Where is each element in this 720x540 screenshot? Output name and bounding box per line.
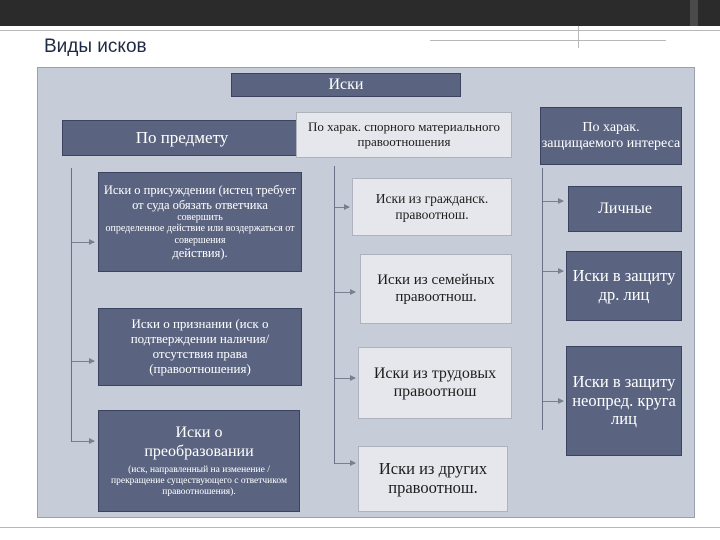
column1-item-2 — [98, 308, 302, 386]
top-bar — [0, 0, 720, 26]
column3-item-3 — [566, 346, 682, 456]
column1-item-3-sub: (иск, направленный на изменение / прекращение существующего с ответчиком правоотношения). — [111, 465, 287, 497]
column1-item-1-sub: совершить определенное действие или воздержаться от совершения — [105, 211, 295, 246]
column2-item-3 — [358, 347, 512, 419]
column1-header-label: По предмету — [135, 128, 229, 148]
column3-item-1-label: Личные — [598, 199, 652, 217]
column1-arrow-3 — [72, 441, 94, 442]
header-tick — [578, 26, 579, 48]
column1-connector — [71, 168, 72, 442]
column2-arrow-3 — [335, 378, 355, 379]
column2-connector — [334, 166, 335, 464]
column1-item-1 — [98, 172, 302, 272]
column1-item-1-tail: действия). — [172, 246, 228, 261]
root-node — [231, 73, 461, 97]
column2-arrow-2 — [335, 292, 355, 293]
column2-header — [296, 112, 512, 158]
column3-item-3-label: Иски в защиту неопред. круга лиц — [572, 371, 676, 429]
column2-item-4-label: Иски из других правоотнош. — [378, 459, 488, 497]
root-node-label: Иски — [328, 75, 364, 93]
page-title: Виды исков — [44, 36, 147, 57]
column1-arrow-2 — [72, 361, 94, 362]
column3-item-1 — [568, 186, 682, 232]
footer-rule — [0, 527, 720, 528]
column2-arrow-4 — [335, 463, 355, 464]
column3-arrow-3 — [543, 401, 563, 402]
column2-item-2 — [360, 254, 512, 324]
column2-item-4 — [358, 446, 508, 512]
column2-item-1 — [352, 178, 512, 236]
column1-item-3 — [98, 410, 300, 512]
column2-item-1-label: Иски из гражданск. правоотнош. — [375, 191, 489, 222]
column1-arrow-1 — [72, 242, 94, 243]
column3-header — [540, 107, 682, 165]
column3-arrow-1 — [543, 201, 563, 202]
column3-item-2 — [566, 251, 682, 321]
column1-item-2-label: Иски о признании (иск о подтверждении наличия/отсутствия права (правоотношения) — [130, 316, 270, 376]
column3-arrow-2 — [543, 271, 563, 272]
header-rule-short — [430, 40, 666, 41]
column2-header-label: По харак. спорного материального правоотношения — [307, 119, 500, 149]
column2-item-2-label: Иски из семейных правоотнош. — [377, 271, 495, 305]
header-rule — [0, 30, 720, 31]
column2-item-3-label: Иски из трудовых правоотнош — [373, 364, 497, 400]
column3-item-2-label: Иски в защиту др. лиц — [572, 266, 676, 304]
column2-arrow-1 — [335, 207, 349, 208]
column3-connector — [542, 168, 543, 430]
top-bar-accent — [690, 0, 698, 26]
column1-item-1-main: Иски о присуждении (истец требует от суда обязать ответчика — [103, 183, 297, 212]
column1-item-3-main: Иски о преобразовании — [144, 424, 254, 460]
column1-header — [62, 120, 302, 156]
column3-header-label: По харак. защищаемого интереса — [541, 119, 681, 151]
